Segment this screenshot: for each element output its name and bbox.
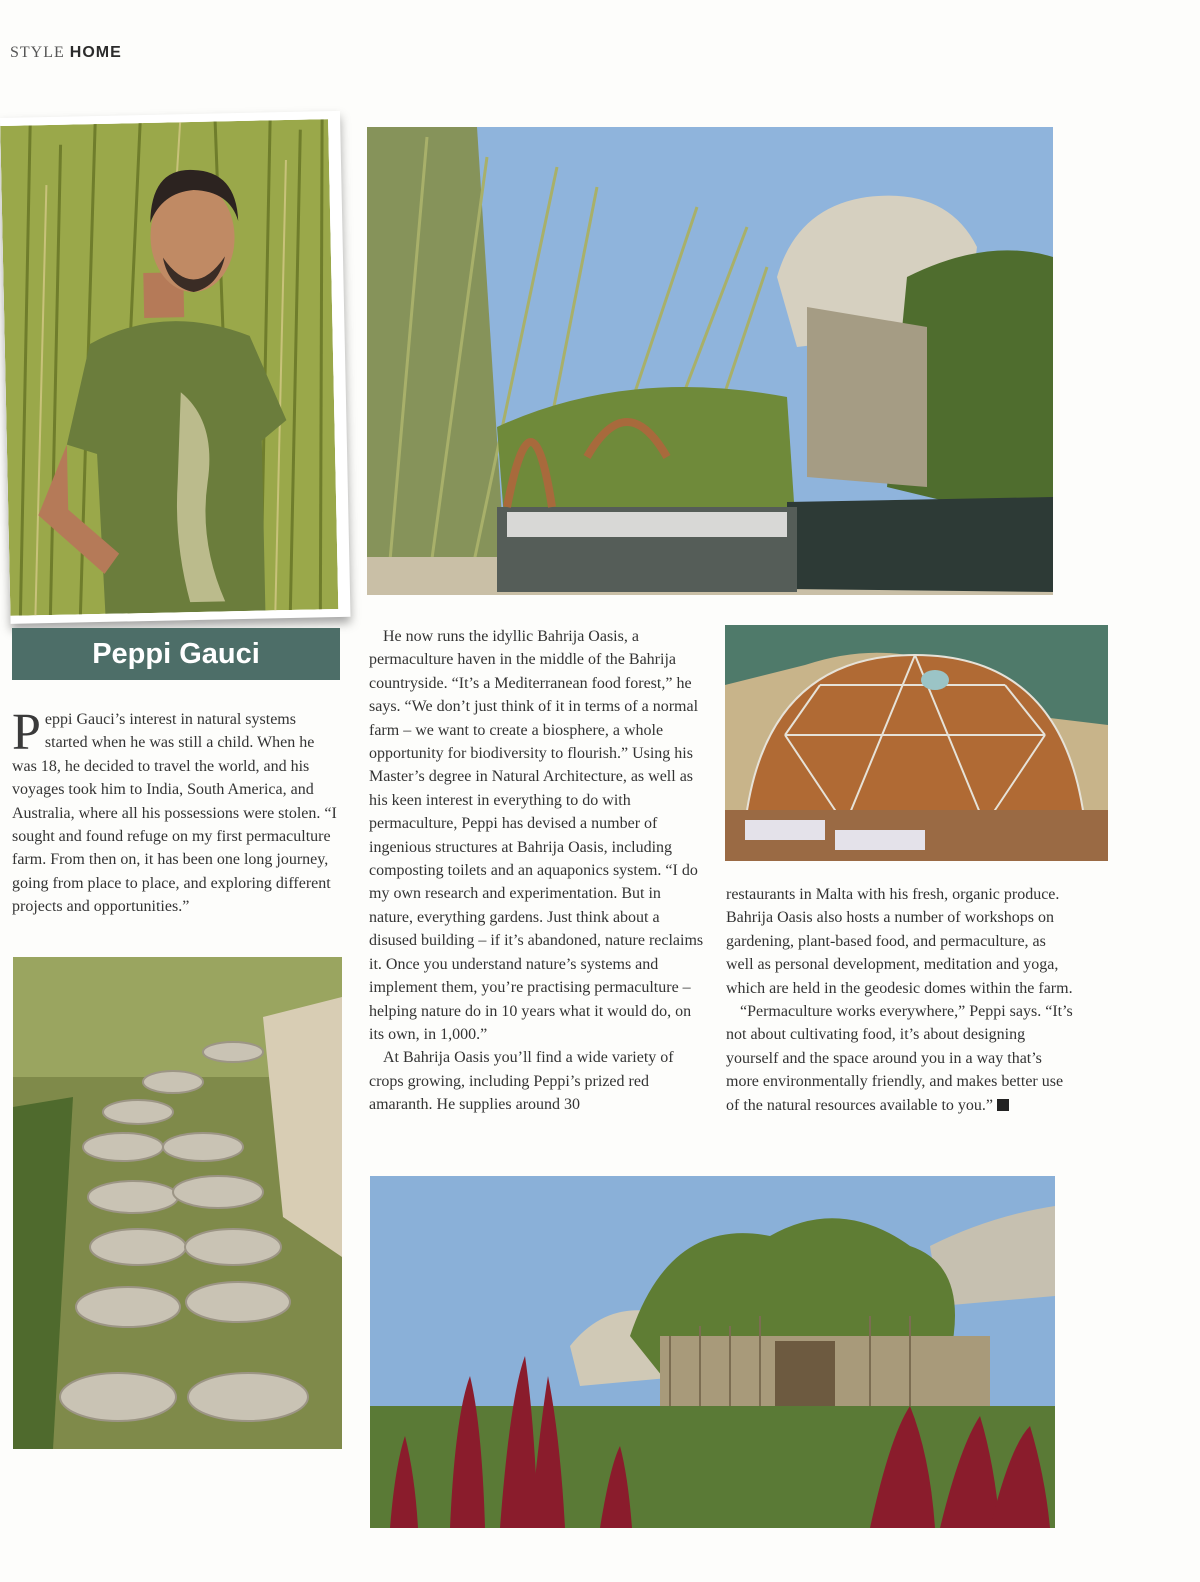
article-column-2 (369, 625, 705, 1117)
end-mark-icon (997, 1099, 1009, 1111)
photo-geodesic-dome (725, 625, 1108, 861)
article-intro-paragraph (12, 704, 340, 919)
photo-red-amaranth (370, 1176, 1055, 1528)
portrait-frame (0, 111, 351, 624)
profile-name-banner: Peppi Gauci (12, 628, 340, 680)
photo-garden-steps (13, 957, 342, 1449)
section-label (10, 44, 122, 62)
article-paragraph: He now runs the idyllic Bahrija Oasis, a permaculture haven in the middle of the Bahrija countryside. “It’s a Mediterranean food forest,” he says. “We don’t just think of it in terms of a normal farm – we want to create a biosphere, a whole opportunity for biodiversity to flourish.” Using his Master’s degree in Natural Architecture, as well as his keen interest in everything to do with permaculture, Peppi has devised a number of ingenious structures at Bahrija Oasis, including composting toilets and an aquaponics system. “I do my own research and experimentation. But in nature, everything gardens. Just think about a disused building – if it’s abandoned, nature reclaims it. Once you understand nature’s systems and implement them, you’re practising permaculture – helping nature do in 10 years what it would do, on its own, in 1,000.” (369, 628, 704, 1043)
photo-oasis-landscape (367, 127, 1053, 595)
portrait-photo (0, 119, 338, 616)
closing-text: “Permaculture works everywhere,” Peppi says. “It’s not about cultivating food, it’s about designing yourself and the space around you in a way that’s more environmentally friendly, and makes better use of the natural resources available to you.” (726, 1003, 1073, 1114)
subsection-name: HOME (69, 44, 122, 61)
drop-cap: P (12, 704, 41, 761)
intro-text: eppi Gauci’s interest in natural systems started when he was still a child. When he was 18, he decided to travel the world, and his voyages took him to India, South America, and Australia, where all his possessions were stolen. “I sought and found refuge on my first permaculture farm. From then on, it has been one long journey, going from place to place, and exploring different projects and opportunities.” (12, 711, 337, 916)
article-closing-paragraph (726, 1000, 1074, 1117)
article-paragraph: restaurants in Malta with his fresh, organic produce. Bahrija Oasis also hosts a number of workshops on gardening, plant-based food, and permaculture, as well as personal development, meditation and yoga, which are held in the geodesic domes within the farm. (726, 886, 1073, 997)
article-paragraph: At Bahrija Oasis you’ll find a wide variety of crops growing, including Peppi’s prized red amaranth. He supplies around 30 (369, 1049, 674, 1114)
article-column-3 (726, 883, 1074, 1117)
section-name: STYLE (10, 44, 65, 61)
article-column-1 (12, 704, 340, 919)
